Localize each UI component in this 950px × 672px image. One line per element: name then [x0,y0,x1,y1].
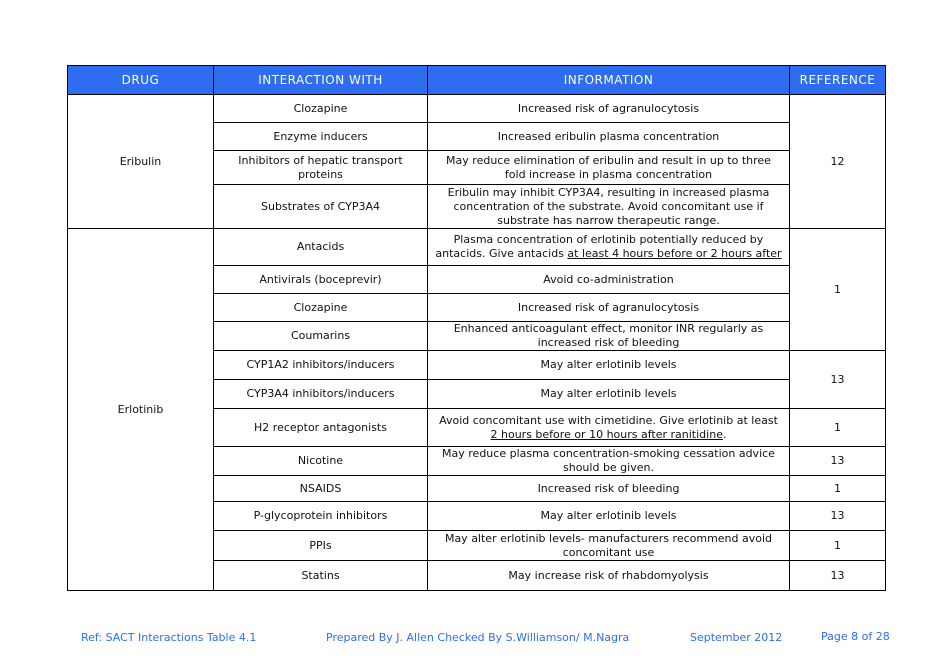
information-cell: Avoid co-administration [428,266,790,294]
table-row [68,229,886,266]
information-underlined-text: 2 hours before or 10 hours after ranitidine [490,427,723,441]
information-cell: Increased eribulin plasma concentration [428,123,790,151]
interaction-cell: PPIs [214,531,428,561]
interaction-cell: Clozapine [214,95,428,123]
information-cell: Eribulin may inhibit CYP3A4, resulting in increased plasma concentration of the substrate. Avoid concomitant use if substrate has narrow therapeutic range. [428,185,790,229]
information-cell: Increased risk of bleeding [428,476,790,502]
interaction-cell: Antacids [214,229,428,266]
table-header-row [68,66,886,95]
information-cell [428,409,790,447]
header-information: INFORMATION [428,66,790,95]
information-cell: May alter erlotinib levels [428,502,790,531]
drug-cell-eribulin: Eribulin [68,95,214,229]
information-cell: May reduce elimination of eribulin and result in up to three fold increase in plasma concentration [428,151,790,185]
header-reference: REFERENCE [790,66,886,95]
information-cell: May increase risk of rhabdomyolysis [428,561,790,591]
drug-cell-erlotinib: Erlotinib [68,229,214,591]
interaction-cell: CYP3A4 inhibitors/inducers [214,380,428,409]
reference-cell: 13 [790,351,886,409]
footer-prepared-by: Prepared By J. Allen Checked By S.Williamson/ M.Nagra [326,631,630,644]
reference-cell: 1 [790,229,886,351]
table-row [68,95,886,123]
reference-cell: 13 [790,561,886,591]
header-interaction-with: INTERACTION WITH [214,66,428,95]
information-text-end: . [722,427,727,441]
footer-date: September 2012 [690,631,783,644]
interaction-cell: Inhibitors of hepatic transport proteins [214,151,428,185]
information-text: Avoid concomitant use with cimetidine. Give erlotinib at least [439,413,778,427]
drug-interactions-table [67,65,886,591]
footer-reference: Ref: SACT Interactions Table 4.1 [81,631,257,644]
information-cell: Enhanced anticoagulant effect, monitor INR regularly as increased risk of bleeding [428,322,790,351]
interaction-cell: Coumarins [214,322,428,351]
reference-cell: 1 [790,409,886,447]
footer-page-number: Page 8 of 28 [821,630,890,643]
header-drug: DRUG [68,66,214,95]
reference-cell: 1 [790,476,886,502]
interaction-cell: Antivirals (boceprevir) [214,266,428,294]
information-cell: Increased risk of agranulocytosis [428,95,790,123]
interaction-cell: H2 receptor antagonists [214,409,428,447]
information-cell: May alter erlotinib levels [428,380,790,409]
interaction-cell: Nicotine [214,447,428,476]
information-text: Plasma concentration of erlotinib potentially reduced by antacids. Give antacids [435,233,764,260]
information-cell: May alter erlotinib levels [428,351,790,380]
information-cell: May reduce plasma concentration-smoking cessation advice should be given. [428,447,790,476]
reference-cell: 13 [790,447,886,476]
interaction-cell: Statins [214,561,428,591]
reference-cell: 1 [790,531,886,561]
interaction-cell: NSAIDS [214,476,428,502]
interaction-cell: Substrates of CYP3A4 [214,185,428,229]
information-underlined-text: at least 4 hours before or 2 hours after [567,247,782,260]
reference-cell: 13 [790,502,886,531]
information-cell [428,229,790,266]
information-cell: Increased risk of agranulocytosis [428,294,790,322]
reference-cell: 12 [790,95,886,229]
interaction-cell: P-glycoprotein inhibitors [214,502,428,531]
interaction-cell: Clozapine [214,294,428,322]
interaction-cell: Enzyme inducers [214,123,428,151]
information-cell: May alter erlotinib levels- manufacturers recommend avoid concomitant use [428,531,790,561]
interaction-cell: CYP1A2 inhibitors/inducers [214,351,428,380]
